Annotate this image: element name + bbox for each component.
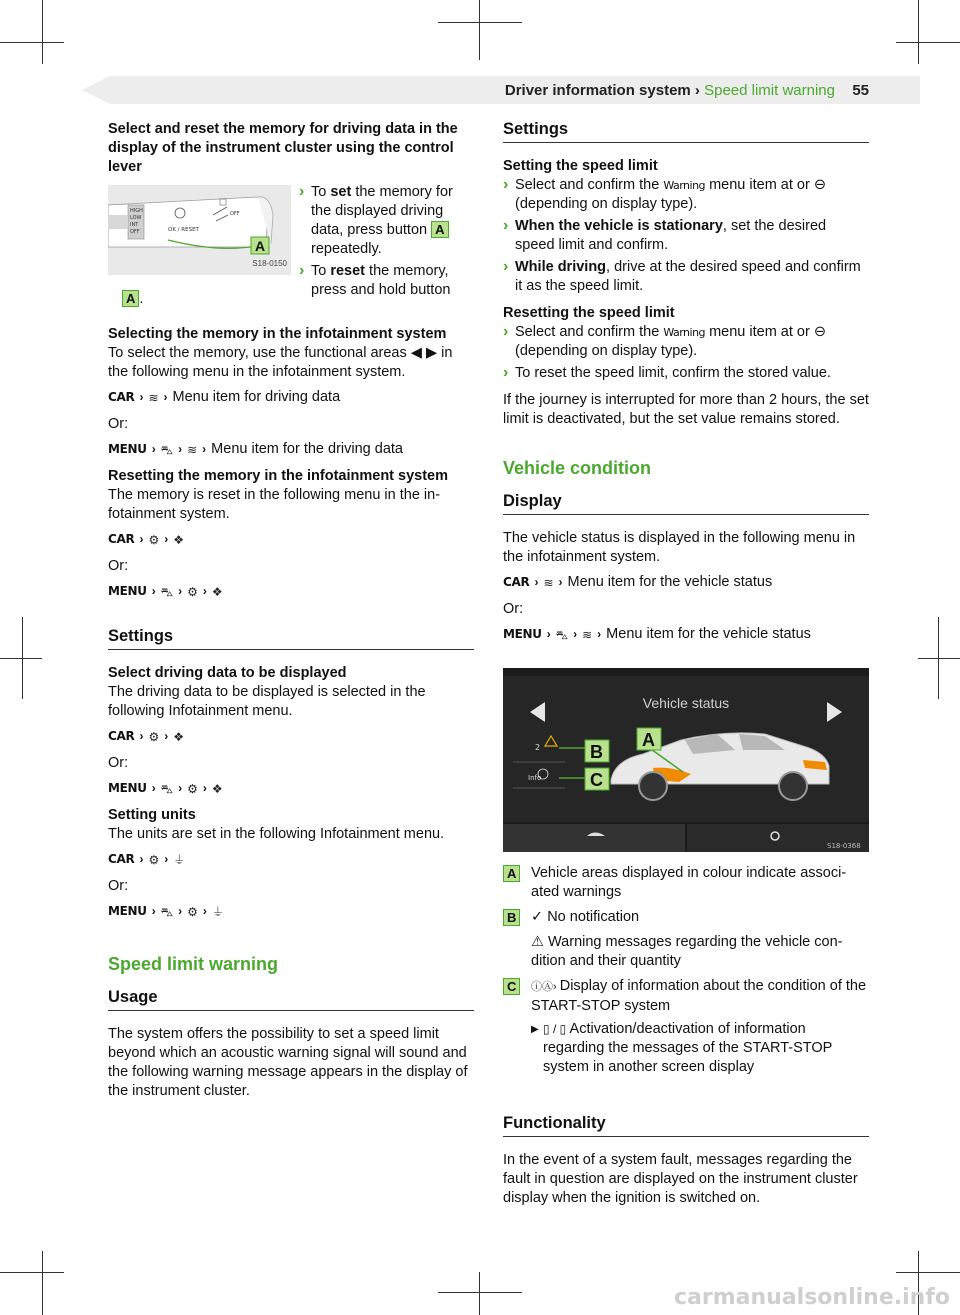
car-key: CAR (503, 575, 530, 589)
functionality-heading: Functionality (503, 1114, 869, 1137)
infotainment-select-block (108, 325, 474, 382)
or-text: Or: (108, 878, 129, 894)
warning-menu-item: Warning (663, 179, 706, 192)
infotainment-select-heading: Selecting the memory in the infotainment system (108, 326, 447, 342)
menu-separator: › (178, 442, 183, 456)
menu-separator: › (151, 781, 156, 795)
or-text: Or: (108, 558, 129, 574)
driving-data-icon: ≋ (582, 627, 593, 642)
crop-mark (0, 658, 42, 659)
settings-icon: ⚙ (148, 729, 160, 744)
crop-mark (438, 1292, 522, 1293)
running-header (505, 81, 835, 100)
car-icon: ⛍ (160, 442, 174, 457)
settings-heading: Settings (108, 627, 474, 650)
driving-data-icon: ≋ (187, 442, 198, 457)
warning-menu-item: Warning (663, 326, 706, 339)
display-heading: Display (503, 492, 869, 515)
driving-data-settings-icon: ❖ (211, 781, 223, 796)
bullet-text: , drive at the desired speed and confirm it as the speed limit. (515, 259, 861, 294)
svg-text:Info: Info (528, 774, 542, 782)
settings-icon: ⚙ (148, 532, 160, 547)
setting-bullet (503, 258, 869, 296)
driving-data-settings-icon: ❖ (173, 532, 184, 547)
reset-instruction (299, 262, 471, 300)
settings-icon: ⚙ (187, 584, 198, 599)
legend-b2-text: Warning messages regarding the vehicle condition and their quantity (531, 934, 843, 969)
crop-mark (42, 1251, 43, 1315)
crop-mark (42, 0, 43, 64)
menu-item-text: Menu item for driving data (172, 389, 341, 405)
menu-item-text: Menu item for the vehicle status (567, 574, 773, 590)
bullet-text: Select and confirm the (515, 177, 664, 193)
crop-mark (479, 1272, 480, 1315)
reset-prefix: To (311, 263, 331, 279)
units-block (108, 806, 474, 844)
legend-label-b: B (503, 909, 520, 926)
vehicle-condition-heading: Vehicle condition (503, 458, 652, 478)
svg-text:S18-0368: S18-0368 (827, 842, 861, 850)
menu-separator: › (163, 390, 168, 404)
set-instruction (299, 183, 471, 259)
car-key: CAR (108, 729, 135, 743)
setting-speed-heading: Setting the speed limit (503, 158, 658, 174)
menu-separator: › (534, 575, 539, 589)
triangle-bullet-icon: ▶ (531, 1024, 539, 1035)
svg-text:LOW: LOW (130, 215, 142, 221)
crop-mark (438, 22, 522, 23)
svg-text:Vehicle status: Vehicle status (642, 695, 730, 711)
crop-mark (22, 617, 23, 699)
infotainment-reset-text: The memory is reset in the following menu in the infotainment system. (108, 487, 441, 522)
legend-label-c: C (503, 978, 520, 995)
menu-path (503, 625, 869, 644)
menu-path (108, 850, 474, 869)
crop-mark (938, 617, 939, 699)
lever-instructions (299, 183, 471, 303)
svg-text:A: A (255, 238, 266, 254)
crop-mark (479, 0, 480, 60)
menu-separator: › (164, 532, 169, 546)
driving-data-settings-icon: ❖ (173, 729, 184, 744)
journey-text: If the journey is interrupted for more than 2 hours, the set limit is deactivated, but the set value remains stored. (503, 392, 869, 427)
or-text: Or: (108, 416, 129, 432)
menu-separator: › (139, 729, 144, 743)
settings-icon: ⚙ (187, 781, 198, 796)
crop-mark (918, 0, 919, 64)
infotainment-reset-heading: Resetting the memory in the infotainment system (108, 468, 449, 484)
driving-data-icon: ≋ (148, 390, 159, 405)
svg-text:C: C (590, 770, 603, 790)
driving-data-icon: ≋ (543, 575, 554, 590)
usage-text: The system offers the possibility to set a speed limit beyond which an acoustic warning signal will sound and the following warning message appears in the display of the instrument cluster. (108, 1026, 468, 1099)
vehicle-status-screen (503, 668, 869, 852)
car-icon: ⛍ (160, 781, 174, 796)
svg-text:OFF: OFF (230, 211, 240, 217)
bullet-text: menu item at or ⊖ (depending on display type). (515, 324, 826, 359)
bullet-text: , set the desired speed limit and confirm. (515, 218, 827, 253)
menu-separator: › (164, 729, 169, 743)
intro-heading: Select and reset the memory for driving data in the display of the instrument cluster using the control lever (108, 121, 458, 175)
callout-a-label: A (122, 290, 139, 307)
units-icon: ⏚ (173, 852, 186, 867)
settings-icon: ⚙ (148, 852, 160, 867)
menu-path (108, 902, 474, 921)
watermark: carmanualsonline.info (674, 1285, 950, 1310)
legend-b1-text: No notification (547, 909, 640, 925)
header-subsection: Speed limit warning (704, 82, 835, 99)
menu-path (108, 530, 474, 549)
menu-separator: › (139, 390, 144, 404)
infotainment-select-text: To select the memory, use the functional areas ◀ ▶ in the following menu in the infotainment system. (108, 345, 453, 380)
or-text: Or: (503, 601, 524, 617)
usage-heading: Usage (108, 988, 474, 1011)
svg-text:OK / RESET: OK / RESET (168, 227, 199, 233)
reset-keyword: reset (330, 263, 366, 279)
menu-separator: › (202, 584, 207, 598)
checkmark-icon: ✓ (531, 909, 548, 925)
car-icon: ⛍ (160, 584, 174, 599)
menu-separator: › (178, 904, 183, 918)
speed-limit-warning-heading: Speed limit warning (108, 954, 279, 974)
right-column (503, 120, 869, 652)
units-icon: ⏚ (211, 904, 224, 919)
legend-label-a: A (503, 865, 520, 882)
bullet-text: menu item at or ⊖ (depending on display type). (515, 177, 826, 212)
page-number: 55 (852, 82, 869, 99)
start-stop-toggle-row (531, 1020, 869, 1077)
car-icon: ⛍ (160, 904, 174, 919)
setting-bullet (503, 217, 869, 255)
bullet-keyword: While driving (515, 259, 607, 275)
infotainment-reset-block (108, 467, 474, 524)
crop-mark (0, 42, 64, 43)
legend (503, 864, 869, 1083)
menu-separator: › (597, 627, 602, 641)
select-driving-data-heading: Select driving data to be displayed (108, 665, 347, 681)
menu-key: MENU (108, 781, 147, 795)
reset-text: the memory, press and hold button (311, 263, 451, 298)
set-text: the memory for the displayed driving data, press button (311, 184, 453, 238)
crop-mark (896, 42, 960, 43)
menu-path (108, 582, 474, 601)
car-key: CAR (108, 390, 135, 404)
resetting-bullet: › To reset the speed limit, confirm the stored value. (503, 364, 869, 383)
legend-c1-text: Display of information about the condition of the START-STOP system (531, 978, 867, 1014)
car-key: CAR (108, 852, 135, 866)
start-stop-info-row (531, 977, 869, 1016)
svg-text:A: A (642, 730, 655, 750)
menu-separator: › (558, 575, 563, 589)
menu-separator: › (151, 904, 156, 918)
menu-path (108, 779, 474, 798)
menu-path (108, 440, 474, 459)
svg-text:OFF: OFF (130, 229, 140, 235)
menu-key: MENU (108, 584, 147, 598)
svg-text:INT: INT (130, 222, 139, 228)
svg-text:2: 2 (535, 743, 541, 752)
menu-separator: › (178, 781, 183, 795)
info-a-icon: ⓘⒶ› (531, 981, 560, 993)
legend-b (503, 908, 869, 971)
set-prefix: To (311, 184, 331, 200)
svg-text:HIGH: HIGH (130, 208, 143, 214)
reset-suffix: . (139, 291, 144, 307)
menu-separator: › (151, 442, 156, 456)
menu-separator: › (546, 627, 551, 641)
legend-c (503, 977, 869, 1077)
menu-item-text: Menu item for the vehicle status (606, 626, 811, 642)
settings-select-block (108, 664, 474, 721)
resetting-heading: Resetting the speed limit (503, 305, 675, 321)
menu-separator: › (202, 442, 207, 456)
menu-separator: › (202, 904, 207, 918)
or-text: Or: (108, 755, 129, 771)
legend-c2-text: Activation/deactivation of information regarding the messages of the START-STOP system in another screen display (543, 1021, 833, 1075)
menu-key: MENU (108, 904, 147, 918)
display-text: The vehicle status is displayed in the following menu in the infotainment system. (503, 530, 856, 565)
menu-separator: › (573, 627, 578, 641)
menu-separator: › (139, 852, 144, 866)
no-notification-row (531, 908, 869, 927)
menu-separator: › (139, 532, 144, 546)
resetting-bullet (503, 323, 869, 361)
units-text: The units are set in the following Infotainment menu. (108, 826, 445, 842)
crop-mark (0, 1272, 64, 1273)
svg-text:B: B (590, 742, 603, 762)
functionality-text: In the event of a system fault, messages regarding the fault in question are displayed on the instrument cluster display when the ignition is switched on. (503, 1152, 858, 1206)
menu-separator: › (178, 584, 183, 598)
car-icon: ⛍ (555, 627, 569, 642)
menu-path (108, 388, 474, 407)
legend-a-text: Vehicle areas displayed in colour indicate associated warnings (531, 865, 847, 900)
warning-messages-row (531, 933, 869, 971)
menu-item-text: Menu item for the driving data (211, 441, 403, 457)
set-keyword: set (330, 184, 352, 200)
figure-code: S18-0150 (252, 259, 287, 268)
settings-icon: ⚙ (187, 904, 198, 919)
legend-a (503, 864, 869, 902)
right-settings-heading: Settings (503, 120, 869, 143)
menu-key: MENU (108, 442, 147, 456)
bullet-text: Select and confirm the (515, 324, 664, 340)
bullet-keyword: When the vehicle is stationary (515, 218, 723, 234)
menu-path (503, 573, 869, 592)
units-heading: Setting units (108, 807, 196, 823)
menu-separator: › (164, 852, 169, 866)
menu-separator: › (151, 584, 156, 598)
menu-separator: › (202, 781, 207, 795)
driving-data-settings-icon: ❖ (211, 584, 223, 599)
crop-mark (918, 658, 960, 659)
header-section: Driver information system (504, 82, 691, 99)
menu-key: MENU (503, 627, 542, 641)
vehicle-status-figure (503, 668, 869, 852)
on-off-icon: ▯ / ▯ (543, 1022, 570, 1036)
menu-path (108, 727, 474, 746)
callout-a-label: A (431, 221, 448, 238)
setting-bullet (503, 176, 869, 214)
functionality-section (503, 1114, 869, 1214)
warning-triangle-icon: ⚠ (531, 934, 549, 950)
select-driving-data-text: The driving data to be displayed is selected in the following Infotainment menu. (108, 684, 426, 719)
control-lever-figure (108, 185, 291, 275)
header-separator: › (694, 82, 700, 99)
car-key: CAR (108, 532, 135, 546)
crop-mark (896, 1272, 960, 1273)
set-suffix: repeatedly. (311, 241, 382, 257)
